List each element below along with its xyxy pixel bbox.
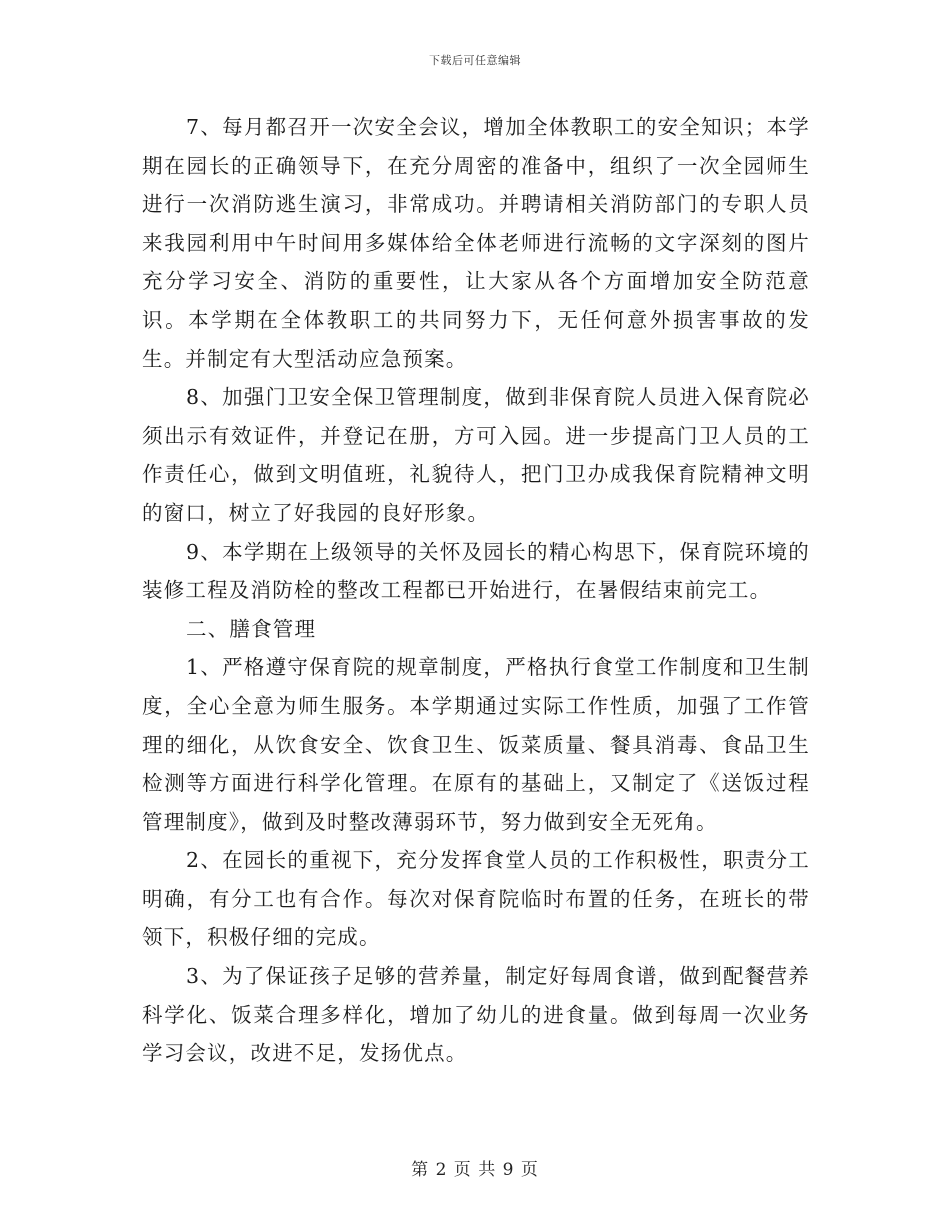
paragraph-item-8: 8、加强门卫安全保卫管理制度，做到非保育院人员进入保育院必须出示有效证件，并登记在册，方可入园。进一步提高门卫人员的工作责任心，做到文明值班，礼貌待人，把门卫办成我保育院精神文明的窗口，树立了好我园的良好形象。: [142, 385, 810, 525]
paragraph-diet-3: 3、为了保证孩子足够的营养量，制定好每周食谱，做到配餐营养科学化、饭菜合理多样化，增加了幼儿的进食量。做到每周一次业务学习会议，改进不足，发扬优点。: [142, 964, 810, 1066]
paragraph-diet-2: 2、在园长的重视下，充分发挥食堂人员的工作积极性，职责分工明确，有分工也有合作。每次对保育院临时布置的任务，在班长的带领下，积极仔细的完成。: [142, 848, 810, 950]
paragraph-item-7: 7、每月都召开一次安全会议，增加全体教职工的安全知识；本学期在园长的正确领导下，在充分周密的准备中，组织了一次全园师生进行一次消防逃生演习，非常成功。并聘请相关消防部门的专职人员来我园利用中午时间用多媒体给全体老师进行流畅的文字深刻的图片充分学习安全、消防的重要性，让大家从各个方面增加安全防范意识。本学期在全体教职工的共同努力下，无任何意外损害事故的发生。并制定有大型活动应急预案。: [142, 115, 810, 371]
paragraph-item-9: 9、本学期在上级领导的关怀及园长的精心构思下，保育院环境的装修工程及消防栓的整改工程都已开始进行，在暑假结束前完工。: [142, 539, 810, 603]
page-number-footer: 第 2 页 共 9 页: [411, 1160, 539, 1180]
paragraph-diet-1: 1、严格遵守保育院的规章制度，严格执行食堂工作制度和卫生制度，全心全意为师生服务。本学期通过实际工作性质，加强了工作管理的细化，从饮食安全、饮食卫生、饭菜质量、餐具消毒、食品卫生检测等方面进行科学化管理。在原有的基础上，又制定了《送饭过程管理制度》，做到及时整改薄弱环节，努力做到安全无死角。: [142, 655, 810, 834]
page-header-note: 下载后可任意编辑: [429, 54, 521, 67]
section-heading-diet-management: 二、膳食管理: [186, 616, 317, 641]
document-body: [142, 108, 810, 1073]
